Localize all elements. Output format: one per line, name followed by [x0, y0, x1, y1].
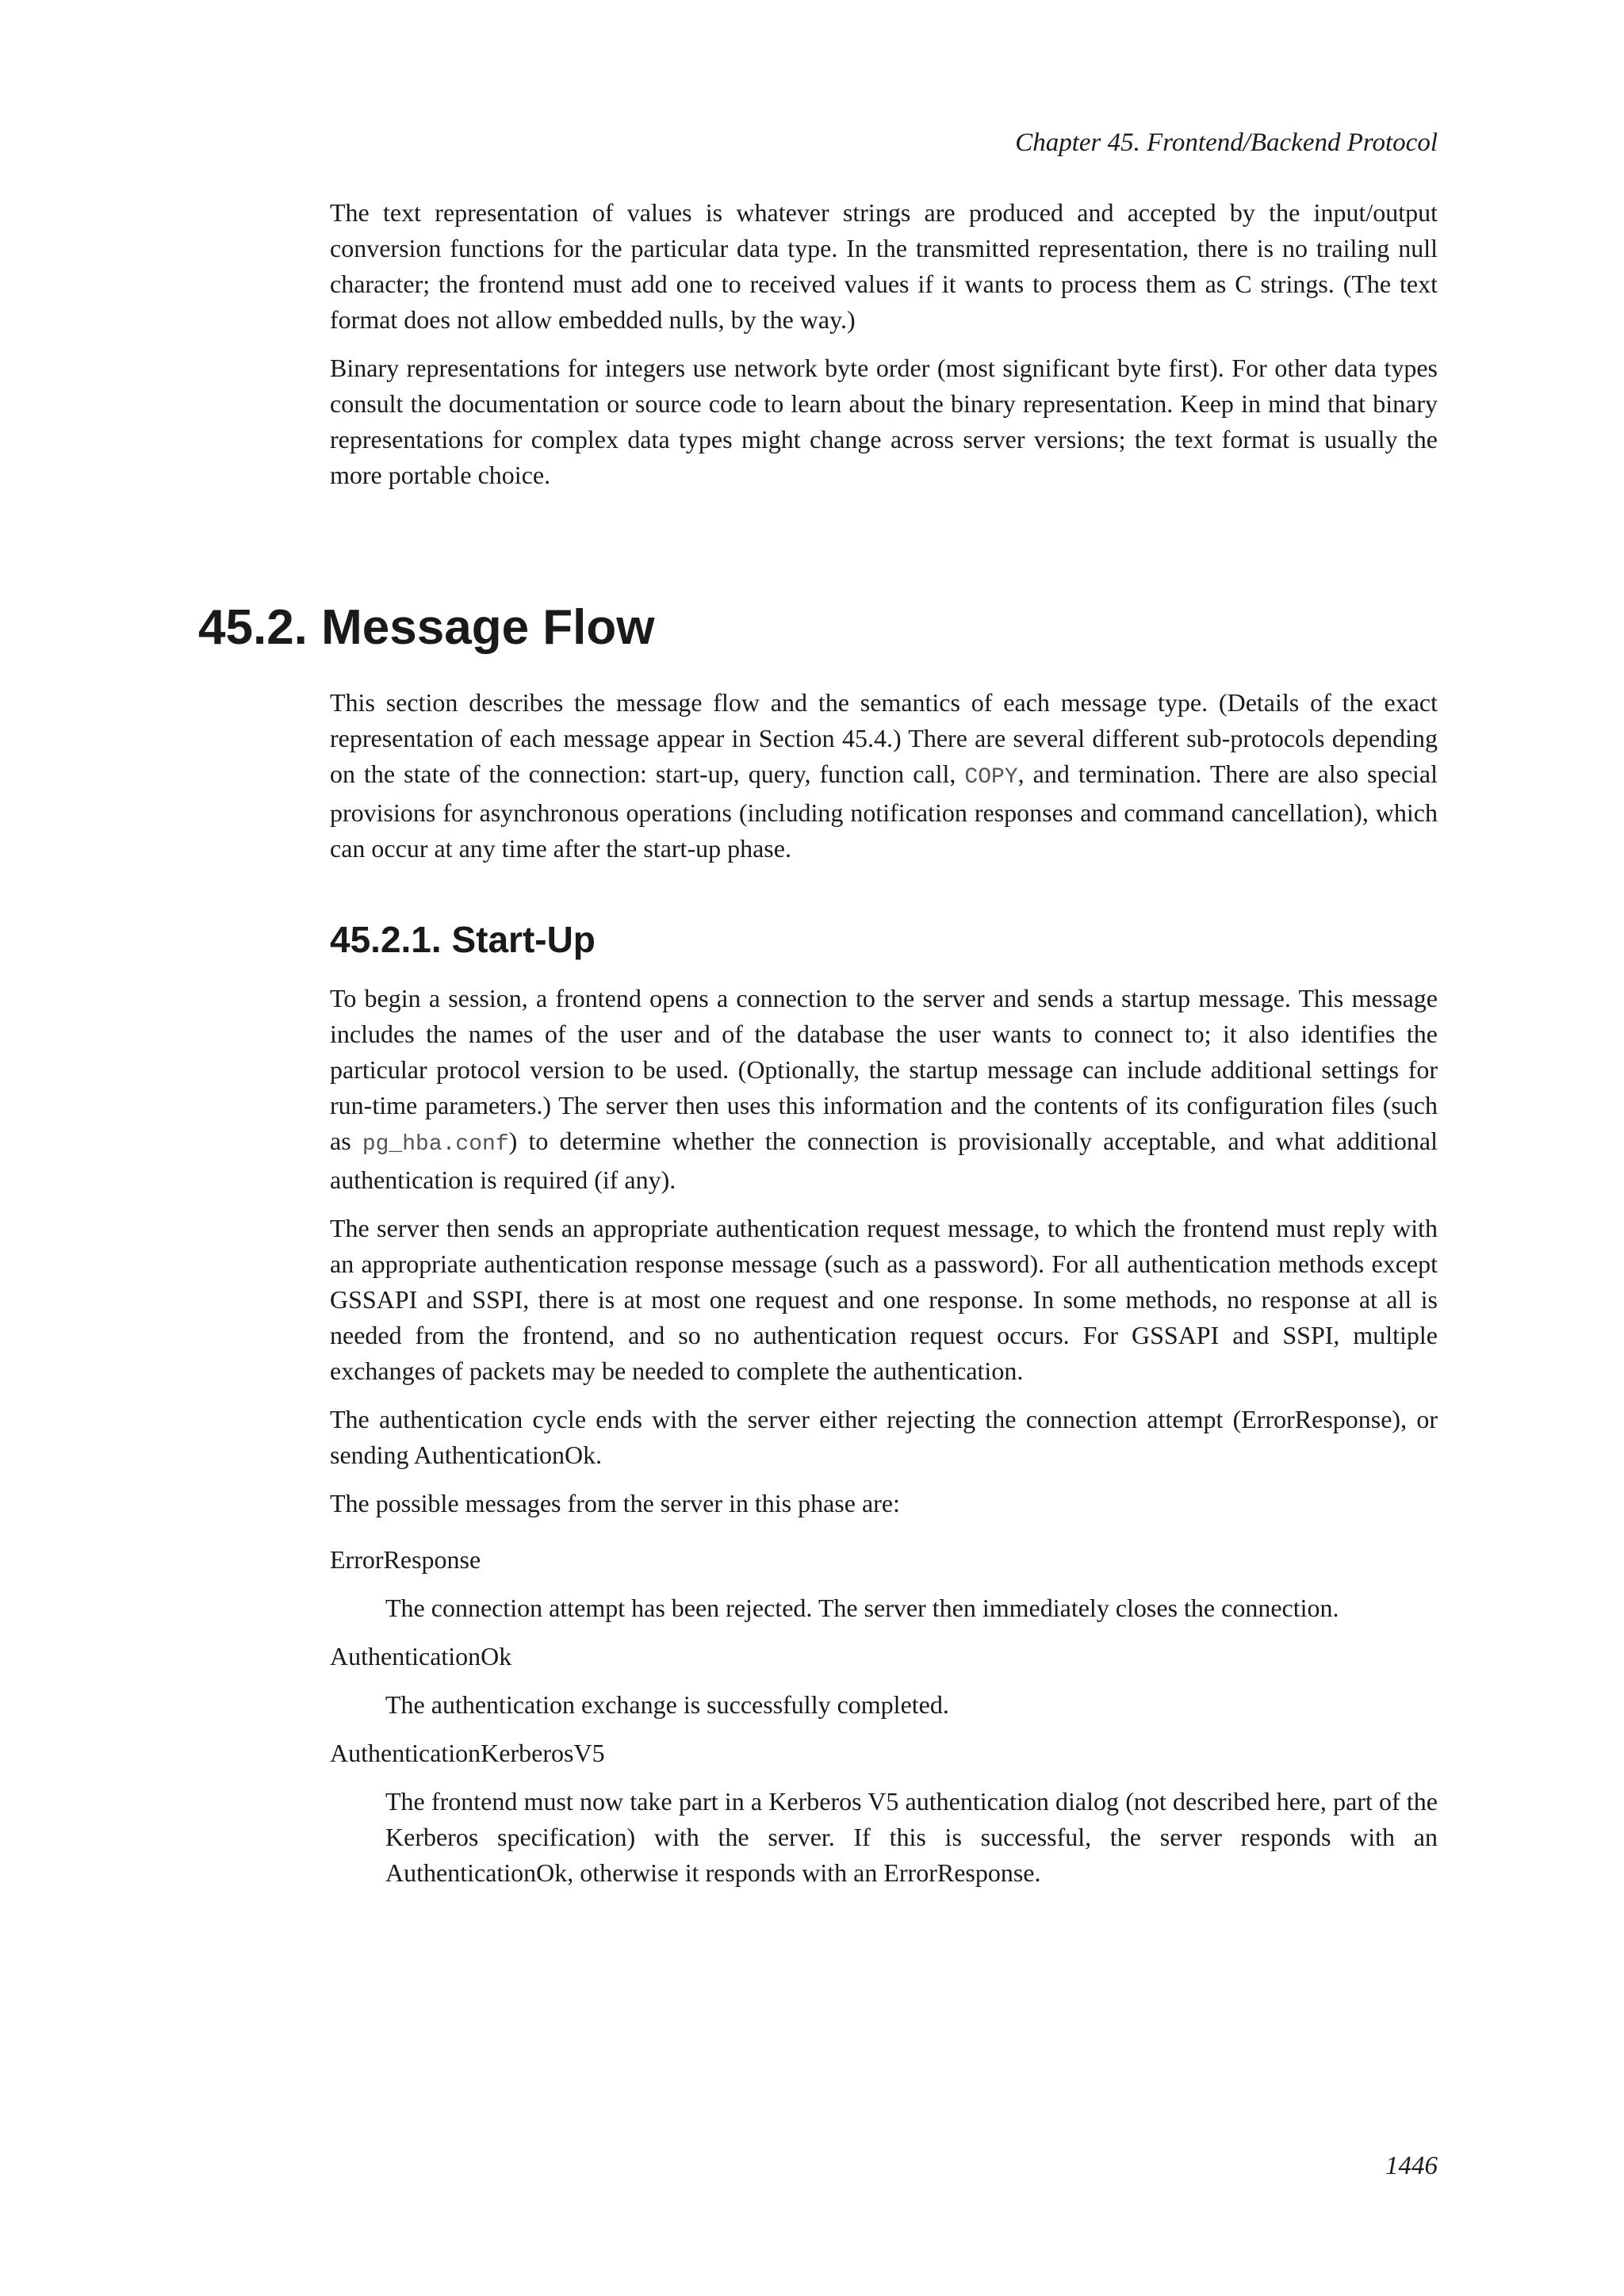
section-title: 45.2. Message Flow	[198, 600, 655, 655]
subsection-title: 45.2.1. Start-Up	[330, 919, 596, 960]
message-desc-text: The connection attempt has been rejected. The server then immediately closes the connection.	[385, 1594, 1339, 1622]
message-desc-text: The frontend must now take part in a Kerberos V5 authentication dialog (not described here, part of the Kerberos specification) with the server. If this is successful, the server responds with an AuthenticationOk, otherwise it responds with an ErrorResponse.	[385, 1787, 1438, 1887]
intro-paragraph-binary-representation: Binary representations for integers use network byte order (most significant byte first). For other data types consult the documentation or source code to learn about the binary representation. Keep in mind that binary representations for complex data types might change across server versions; the text format is usually the more portable choice.	[330, 354, 1438, 489]
section-body	[330, 685, 1438, 1904]
intro-block	[330, 195, 1438, 506]
message-desc-authentication-kerberos-v5	[385, 1784, 1438, 1891]
page-number: 1446	[1385, 2152, 1438, 2180]
section-intro-text-b: , and termination. There are also special provisions for asynchronous operations (including notification responses and command cancellation), which can occur at any time after the start-up phase.	[330, 760, 1438, 863]
message-term-authentication-kerberos-v5: AuthenticationKerberosV5	[330, 1739, 605, 1767]
startup-paragraph-3: The authentication cycle ends with the server either rejecting the connection attempt (ErrorResponse), or sending AuthenticationOk.	[330, 1405, 1438, 1469]
startup-paragraph-4: The possible messages from the server in this phase are:	[330, 1489, 900, 1517]
pg-hba-conf-code: pg_hba.conf	[362, 1132, 509, 1157]
message-desc-text: The authentication exchange is successfully completed.	[385, 1690, 949, 1719]
startup-paragraph-1	[330, 981, 1438, 1198]
intro-paragraph-text-representation: The text representation of values is whatever strings are produced and accepted by the input/output conversion functions for the particular data type. In the transmitted representation, there is no trailing null character; the frontend must add one to received values if it wants to process them as C strings. (The text format does not allow embedded nulls, by the way.)	[330, 198, 1438, 334]
running-header: Chapter 45. Frontend/Backend Protocol	[1015, 128, 1438, 157]
section-intro-paragraph	[330, 685, 1438, 867]
startup-text-b: ) to determine whether the connection is provisionally acceptable, and what additional authentication is required (if any).	[330, 1127, 1438, 1194]
message-term-authentication-ok: AuthenticationOk	[330, 1642, 512, 1670]
section-intro-text-a: This section describes the message flow and the semantics of each message type. (Details of the exact representation of each message appear in Section 45.4.) There are several different sub-protocols depending on the state of the connection: start-up, query, function call,	[330, 688, 1438, 788]
message-term-error-response: ErrorResponse	[330, 1545, 481, 1574]
message-definition-list	[330, 1542, 1438, 1891]
message-desc-authentication-ok	[385, 1687, 1438, 1723]
startup-paragraph-2: The server then sends an appropriate authentication request message, to which the frontend must reply with an appropriate authentication response message (such as a password). For all authentication methods except GSSAPI and SSPI, there is at most one request and one response. In some methods, no response at all is needed from the frontend, and so no authentication request occurs. For GSSAPI and SSPI, multiple exchanges of packets may be needed to complete the authentication.	[330, 1214, 1438, 1385]
message-desc-error-response	[385, 1590, 1438, 1626]
startup-text-a: To begin a session, a frontend opens a connection to the server and sends a startup message. This message includes the names of the user and of the database the user wants to connect to; it also identifies the particular protocol version to be used. (Optionally, the startup message can include additional settings for run-time parameters.) The server then uses this information and the contents of its configuration files (such as	[330, 984, 1438, 1155]
copy-code: COPY	[964, 765, 1018, 790]
